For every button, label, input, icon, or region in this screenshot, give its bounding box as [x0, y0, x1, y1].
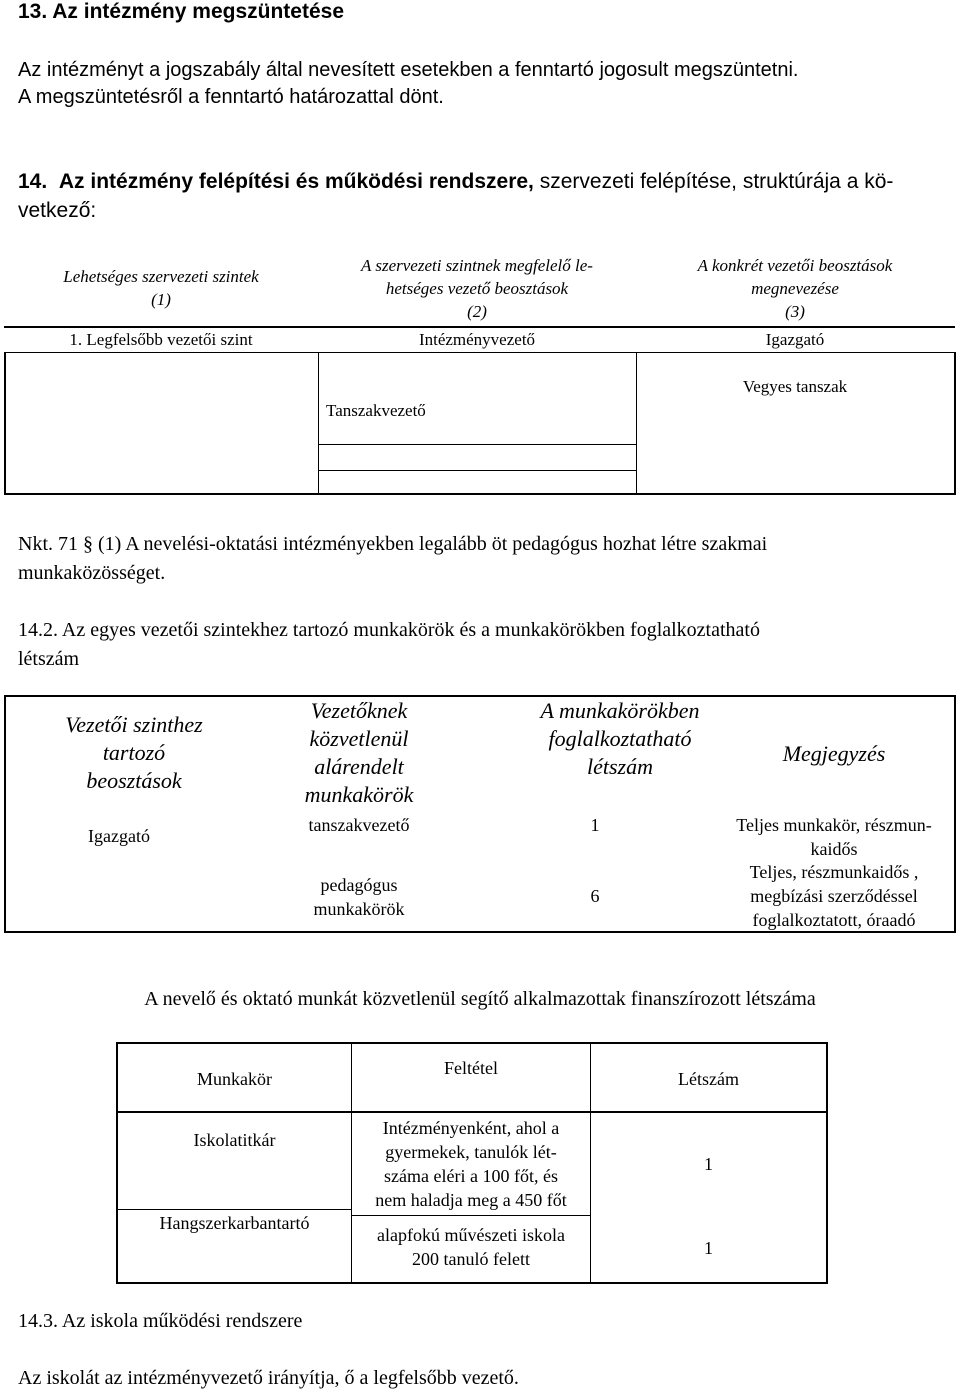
header-line: megnevezése	[751, 279, 839, 298]
table2-header-col2	[254, 697, 464, 809]
section-14-2-heading	[18, 616, 760, 674]
heading-line: 14.2. Az egyes vezetői szintekhez tartozó munkakörök és a munkakörökben foglalkoztatható	[18, 619, 760, 641]
table3-header-feltetel: Feltétel	[444, 1058, 498, 1078]
table3-header-munkakor: Munkakör	[197, 1069, 272, 1089]
table3-row2-position: Hangszerkarbantartó	[159, 1213, 310, 1233]
table1-row1-title: Igazgató	[765, 330, 825, 349]
section-14-3-heading: 14.3. Az iskola működési rendszere	[18, 1310, 303, 1332]
table2-header-col4: Megjegyzés	[782, 741, 886, 766]
table3-caption: A nevelő és oktató munkát közvetlenül segítő alkalmazottak finanszírozott létszáma	[144, 988, 816, 1010]
note-line: kaidős	[810, 839, 858, 859]
paragraph-line: Nkt. 71 § (1) A nevelési-oktatási intézményekben legalább öt pedagógus hozhat létre szakmai	[18, 533, 768, 555]
header-line: foglalkoztatható	[548, 726, 692, 751]
table2-row1-count: 1	[590, 815, 600, 835]
section-14-title-rest: szervezeti felépítése, struktúrája a kö-	[533, 170, 894, 193]
note-line: megbízási szerződéssel	[750, 886, 918, 906]
header-line: alárendelt	[314, 754, 404, 779]
header-line: Vezetőknek	[310, 698, 408, 723]
table2-header-col1	[4, 711, 264, 795]
condition-line: nem haladja meg a 450 főt	[375, 1190, 567, 1210]
table3-header-letszam: Létszám	[678, 1069, 739, 1089]
header-line: munkakörök	[304, 782, 414, 807]
header-line: beosztások	[86, 768, 182, 793]
table1-row2-title: Vegyes tanszak	[742, 377, 848, 396]
table2-row2-count: 6	[590, 886, 600, 906]
paragraph-line: A megszüntetésről a fenntartó határozattal dönt.	[18, 86, 444, 108]
note-line: Teljes munkakör, részmun-	[736, 815, 932, 835]
table1-row1-position: Intézményvezető	[418, 330, 536, 349]
table1-row2-position: Tanszakvezető	[326, 401, 426, 420]
table1-header-col1	[4, 265, 318, 311]
table2-row2-position	[254, 873, 464, 921]
table3-row2-condition	[352, 1223, 590, 1271]
heading-line-2: vetkező:	[18, 199, 97, 222]
condition-line: Intézményenként, ahol a	[382, 1118, 560, 1138]
header-line: közvetlenül	[309, 726, 409, 751]
table3-row1-condition	[352, 1116, 590, 1212]
note-line: Teljes, részmunkaidős ,	[749, 862, 919, 882]
header-line: létszám	[587, 754, 653, 779]
section-14-3-text: Az iskolát az intézményvezető irányítja, ő a legfelsőbb vezető.	[18, 1367, 519, 1389]
header-line: A szervezeti szintnek megfelelő le-	[361, 256, 593, 275]
header-line: hetséges vezető beosztások	[385, 279, 569, 298]
header-line: A konkrét vezetői beosztások	[697, 256, 893, 275]
section-14-heading	[18, 167, 953, 225]
section-13-heading: 13. Az intézmény megszüntetése	[18, 0, 344, 23]
heading-line: létszám	[18, 648, 80, 670]
condition-line: száma eléri a 100 főt, és	[384, 1166, 558, 1186]
header-line: A munkakörökben	[540, 698, 700, 723]
table1-header-col3	[636, 254, 954, 323]
table1-row1-level: 1. Legfelsőbb vezetői szint	[69, 330, 253, 349]
table3-row2-count: 1	[704, 1238, 713, 1258]
nkt-paragraph	[18, 530, 767, 588]
header-line: tartozó	[102, 740, 166, 765]
section-14-bold-title: Az intézmény felépítési és működési rendszere,	[58, 170, 534, 193]
condition-line: 200 tanuló felett	[412, 1249, 530, 1269]
table3-row1-count: 1	[704, 1154, 713, 1174]
table2-row1-note	[714, 813, 954, 861]
condition-line: gyermekek, tanulók lét-	[385, 1142, 557, 1162]
position-line: munkakörök	[313, 899, 405, 919]
table3-row1-position: Iskolatitkár	[193, 1130, 276, 1150]
header-line: (2)	[467, 302, 487, 321]
table2-row1-position: tanszakvezető	[308, 815, 410, 835]
table2-header-col3	[470, 697, 770, 781]
header-line: Lehetséges szervezeti szintek	[63, 267, 259, 286]
table1-header-col2	[318, 254, 636, 323]
paragraph-line: Az intézményt a jogszabály által nevesített esetekben a fenntartó jogosult megszüntetni.	[18, 59, 799, 81]
section-13-text	[18, 57, 798, 111]
header-line: (1)	[151, 290, 171, 309]
table2-row2-note	[714, 860, 954, 932]
section-14-number: 14.	[18, 170, 48, 193]
condition-line: alapfokú művészeti iskola	[377, 1225, 565, 1245]
header-line: Vezetői szinthez	[65, 712, 203, 737]
paragraph-line: munkaközösséget.	[18, 562, 166, 584]
table2-igazgato: Igazgató	[88, 826, 150, 846]
position-line: pedagógus	[320, 875, 398, 895]
note-line: foglalkoztatott, óraadó	[752, 910, 916, 930]
header-line: (3)	[785, 302, 805, 321]
heading-line	[18, 167, 953, 196]
